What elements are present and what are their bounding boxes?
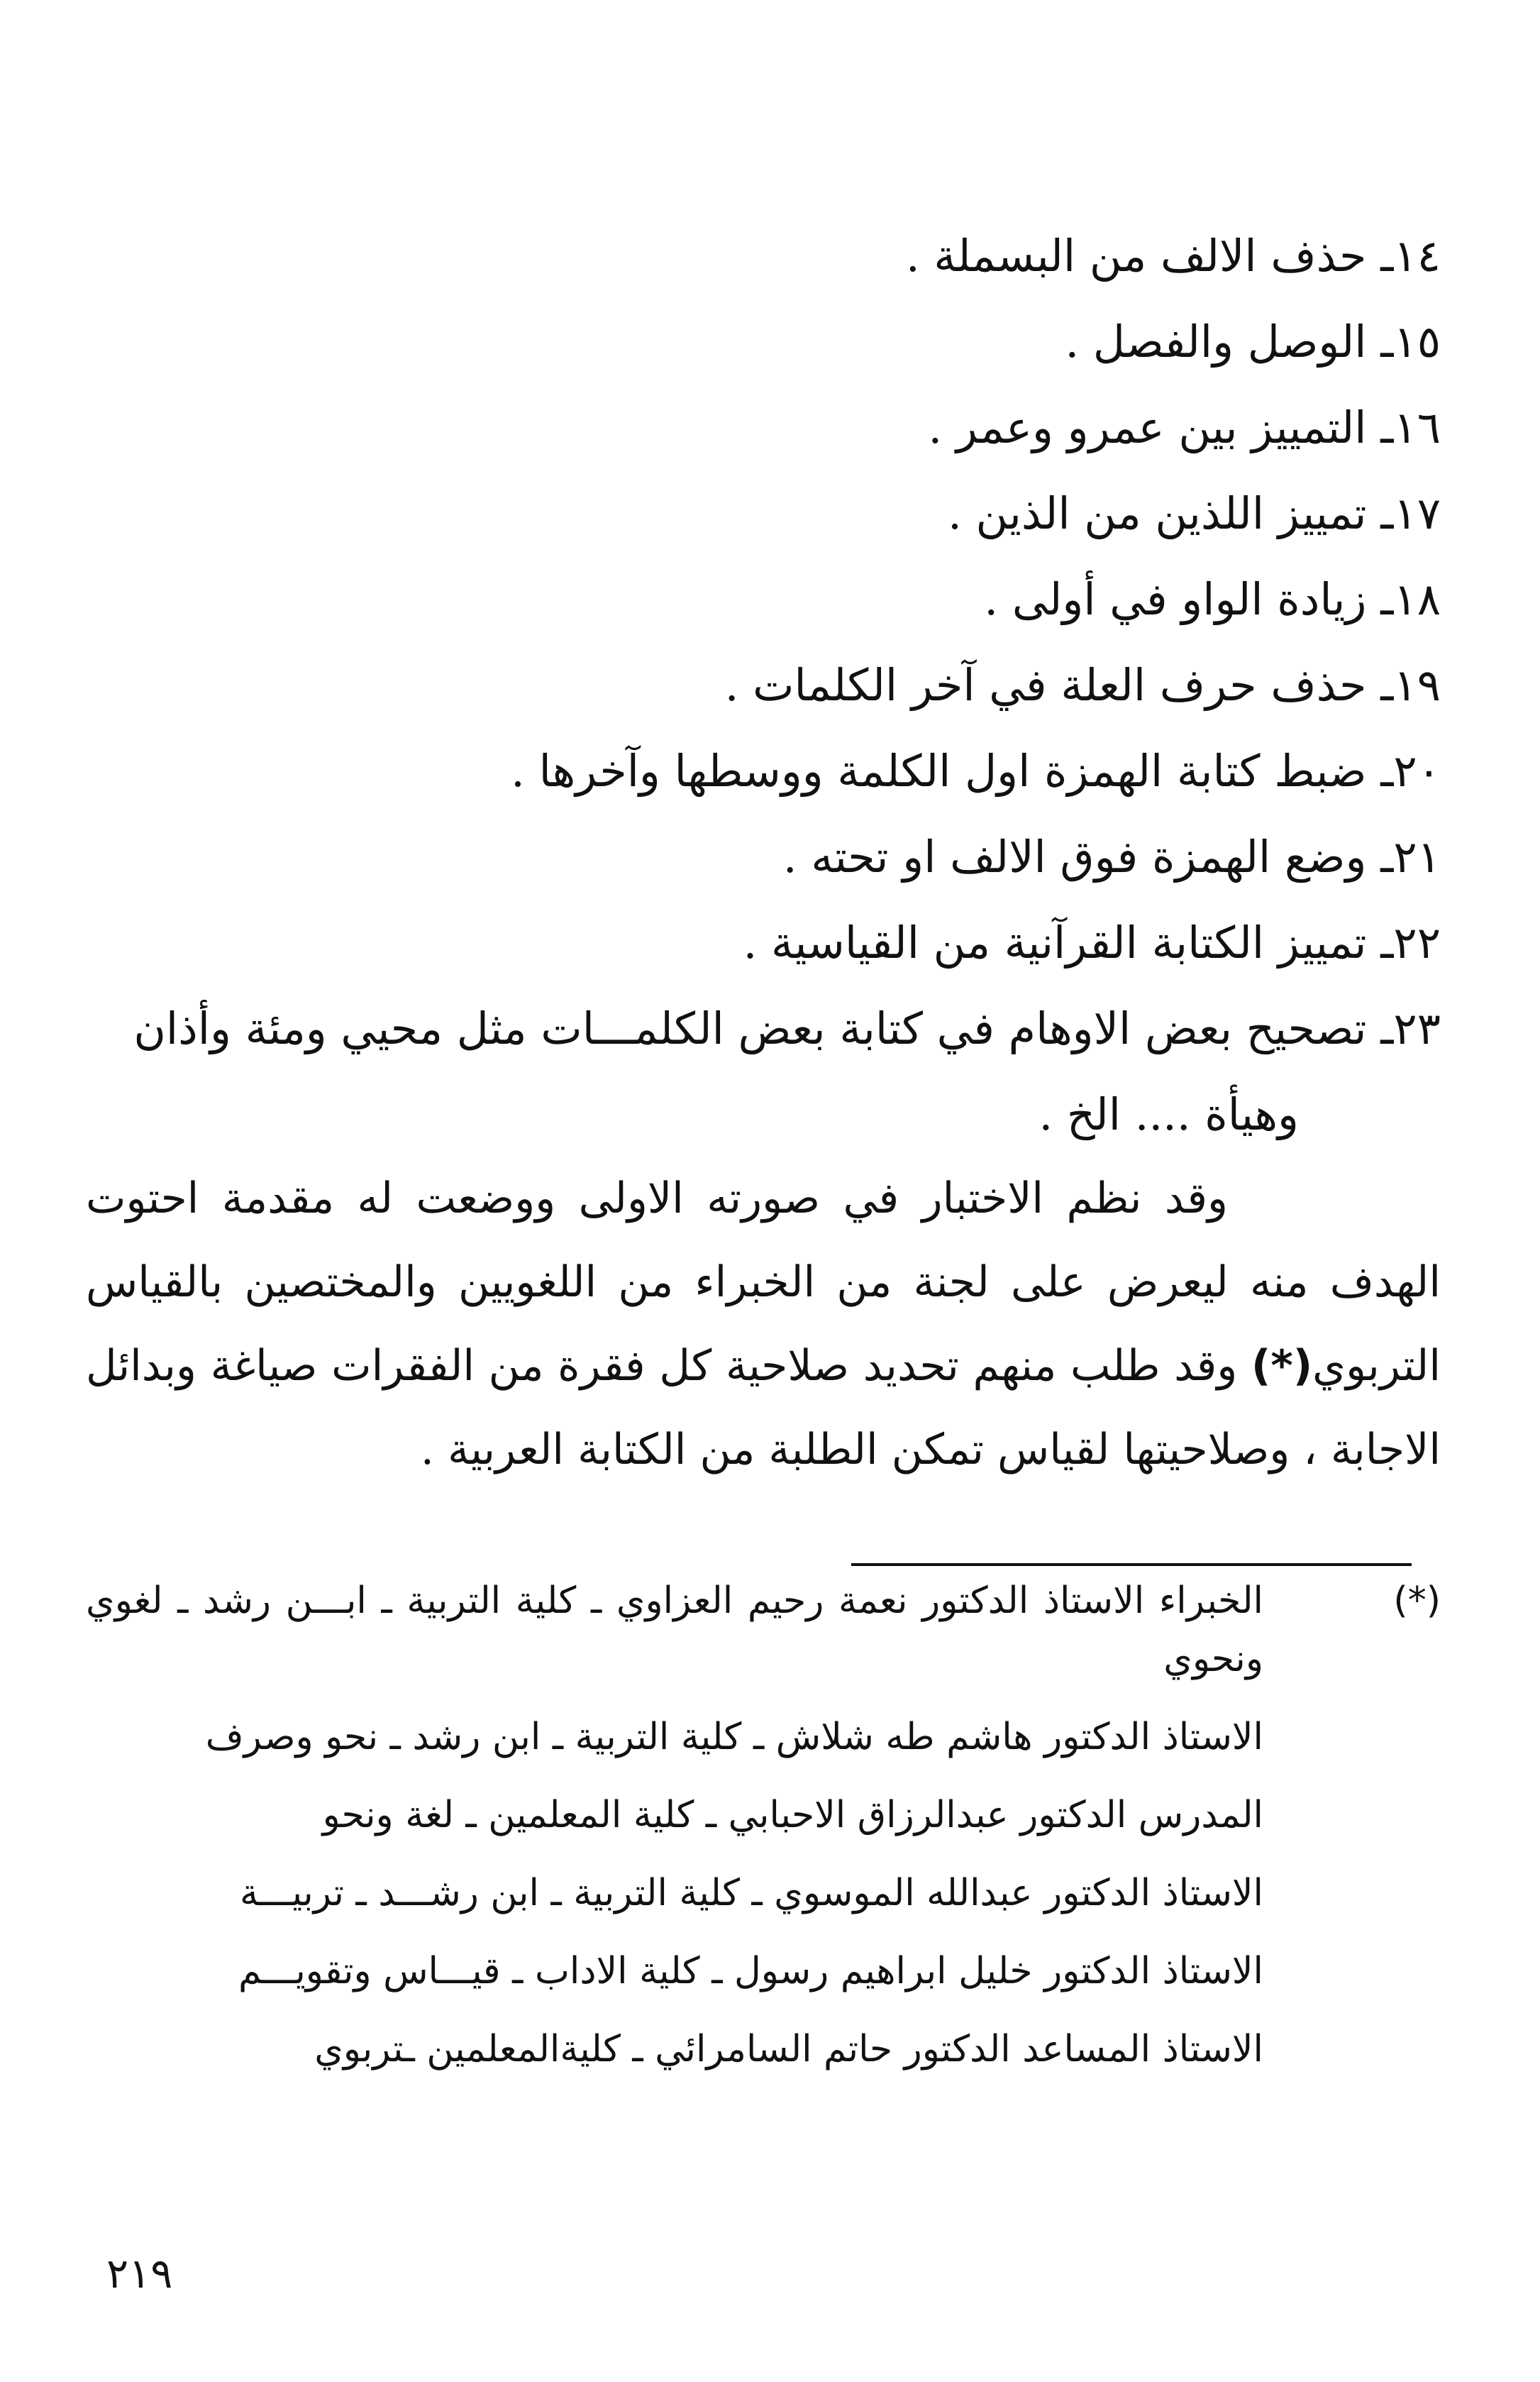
list-item xyxy=(93,299,1441,385)
list-item-number: ١٦ـ xyxy=(1380,402,1441,453)
list-item xyxy=(93,900,1441,986)
list-item xyxy=(93,556,1441,642)
list-item-number: ٢٣ـ xyxy=(1380,1003,1441,1054)
list-item-text: تمييز الكتابة القرآنية من القياسية . xyxy=(743,917,1367,969)
list-item-number: ١٥ـ xyxy=(1380,316,1441,368)
footnote-entry xyxy=(86,1942,1441,2000)
footnote-entry xyxy=(86,1572,1441,1688)
list-item xyxy=(93,642,1441,728)
list-item-text: تمييز اللذين من الذين . xyxy=(948,487,1367,539)
footnote-entry-text: الاستاذ الدكتور هاشم طه شلاش ـ كلية التربية ـ ابن رشد ـ نحو وصرف xyxy=(205,1716,1263,1758)
list-item xyxy=(93,728,1441,814)
footnote-marker: (*) xyxy=(1393,1579,1441,1622)
footnote-divider xyxy=(851,1563,1412,1566)
list-item-number: ١٧ـ xyxy=(1380,487,1441,539)
footnote-entry-text: المدرس الدكتور عبدالرزاق الاحبابي ـ كلية المعلمين ـ لغة ونحو xyxy=(322,1794,1263,1836)
paragraph-text-after: وقد طلب منهم تحديد صلاحية كل فقرة من الفقرات صياغة وبدائل الاجابة ، وصلاحيتها لقياس تمكن الطلبة من الكتابة العربية . xyxy=(86,1341,1441,1474)
list-item-number: ١٩ـ xyxy=(1380,659,1441,711)
list-item xyxy=(93,814,1441,900)
list-item-text: التمييز بين عمرو وعمر . xyxy=(928,402,1367,453)
footnote-lead: الخبراء xyxy=(1158,1579,1263,1622)
list-item-text: ضبط كتابة الهمزة اول الكلمة ووسطها وآخرها . xyxy=(511,745,1367,797)
footnote-entry xyxy=(86,2020,1441,2078)
list-item xyxy=(93,986,1441,1157)
list-item-text: وضع الهمزة فوق الالف او تحته . xyxy=(782,831,1367,883)
page-number: ٢١٩ xyxy=(106,2249,173,2298)
footnote-entry xyxy=(86,1864,1441,1922)
list-item-text: زيادة الواو في أولى . xyxy=(984,573,1367,625)
list-item xyxy=(93,213,1441,299)
list-item xyxy=(93,470,1441,556)
list-item xyxy=(93,385,1441,470)
body-paragraph xyxy=(86,1157,1441,1491)
list-item-number: ١٨ـ xyxy=(1380,573,1441,625)
footnote-entry xyxy=(86,1708,1441,1766)
list-item-text: حذف حرف العلة في آخر الكلمات . xyxy=(724,659,1367,711)
list-item-number: ١٤ـ xyxy=(1380,230,1441,282)
list-item-text: حذف الالف من البسملة . xyxy=(906,230,1367,282)
footnote-entry-text: الاستاذ الدكتور خليل ابراهيم رسول ـ كلية الاداب ـ قيـــاس وتقويـــم xyxy=(238,1950,1263,1992)
list-item-number: ٢٠ـ xyxy=(1380,745,1441,797)
list-item-text: تصحيح بعض الاوهام في كتابة بعض الكلمـــات مثل محيي ومئة وأذان xyxy=(133,1003,1367,1054)
footnote-reference-marker: (*) xyxy=(1251,1341,1313,1391)
footnote-entry-text: الاستاذ الدكتور نعمة رحيم العزاوي ـ كلية التربية ـ ابـــن رشد ـ لغوي ونحوي xyxy=(86,1579,1263,1680)
footnotes xyxy=(86,1572,1441,2098)
paragraph-text: وقد نظم الاختبار في صورته الاولى ووضعت له مقدمة احتوت الهدف منه ليعرض على لجنة من الخبراء من اللغويين والمختصين بالقياس التربوي xyxy=(86,1174,1441,1391)
footnote-text xyxy=(86,1572,1263,1688)
list-item-continuation: وهيأة .... الخ . xyxy=(1038,1088,1299,1140)
footnote-entry xyxy=(86,1786,1441,1844)
list-item-number: ٢٢ـ xyxy=(1380,917,1441,969)
requirements-list xyxy=(93,213,1441,1157)
footnote-entry-text: الاستاذ الدكتور عبدالله الموسوي ـ كلية التربية ـ ابن رشـــد ـ تربيـــة xyxy=(240,1872,1263,1914)
list-item-text: الوصل والفصل . xyxy=(1065,316,1367,368)
footnote-entry-text: الاستاذ المساعد الدكتور حاتم السامرائي ـ كليةالمعلمين ـتربوي xyxy=(314,2028,1263,2071)
list-item-number: ٢١ـ xyxy=(1380,831,1441,883)
